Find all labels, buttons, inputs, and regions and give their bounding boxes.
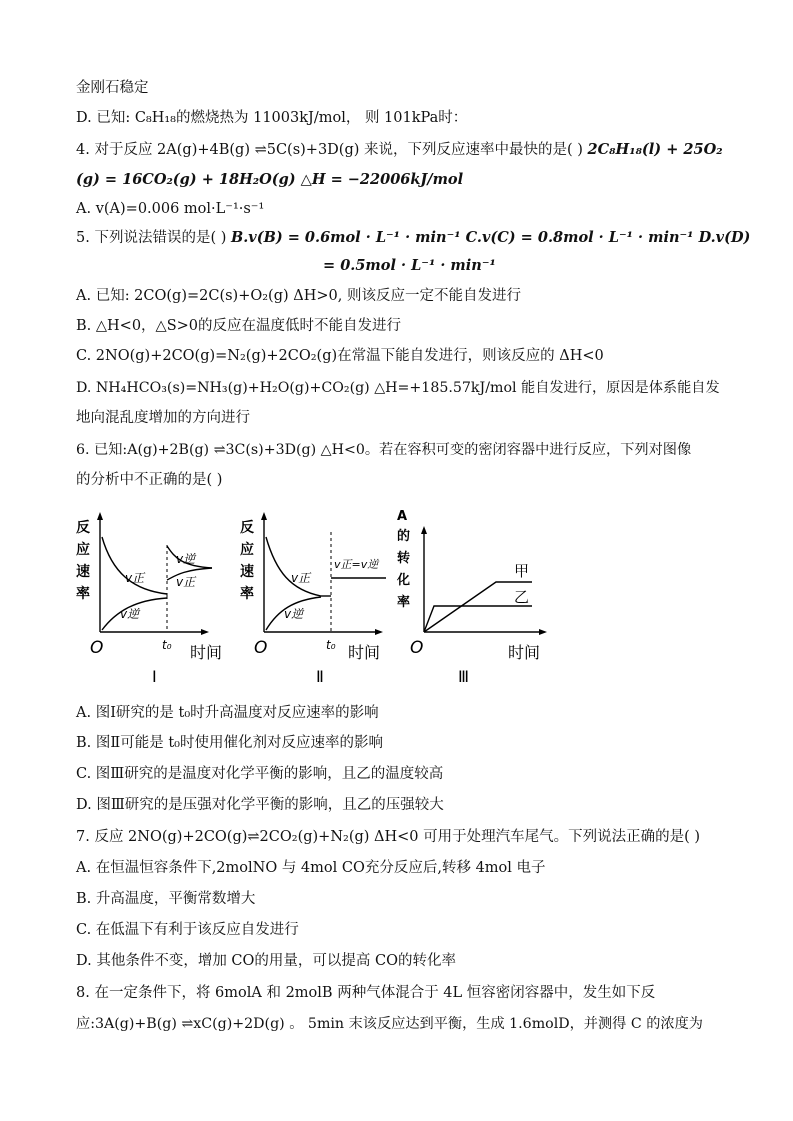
option-c: C. 图Ⅲ研究的是温度对化学平衡的影响，且乙的温度较高 <box>76 766 444 782</box>
y-label-char: A <box>397 509 408 524</box>
question-8-cont: 应:3A(g)+B(g) ⇌xC(g)+2D(g) 。 5min 末该反应达到平衡，生成 1.6molD，并测得 C 的浓度为 <box>76 1016 703 1032</box>
figure-caption: Ⅱ <box>316 667 324 686</box>
v-reverse-label: v逆 <box>120 607 140 621</box>
option-c: C. 2NO(g)+2CO(g)=N₂(g)+2CO₂(g)在常温下能自发进行，则该反应的 ΔH<0 <box>76 348 604 364</box>
x-axis-arrow <box>375 629 383 635</box>
y-label-char: 应 <box>76 542 90 558</box>
y-label-char: 转 <box>397 551 411 566</box>
question-7: 7. 反应 2NO(g)+2CO(g)⇌2CO₂(g)+N₂(g) ΔH<0 可用于处理汽车尾气。下列说法正确的是( ) <box>76 829 701 845</box>
y-label-char: 应 <box>240 542 254 558</box>
y-label-char: 反 <box>76 520 90 536</box>
option-d: D. 其他条件不变，增加 CO的用量，可以提高 CO的转化率 <box>76 953 457 969</box>
question-8: 8. 在一定条件下，将 6molA 和 2molB 两种气体混合于 4L 恒容密闭容器中，发生如下反 <box>76 985 656 1001</box>
v-reverse-label-2: v逆 <box>176 552 196 566</box>
y-label-char: 的 <box>397 529 411 544</box>
option-a: A. 在恒温恒容条件下,2molNO 与 4mol CO充分反应后,转移 4mol 电子 <box>76 860 546 876</box>
figure-caption: Ⅰ <box>152 667 157 686</box>
options-bcd: B.v(B) = 0.6mol · L⁻¹ · min⁻¹ C.v(C) = 0.8mol · L⁻¹ · min⁻¹ D.v(D) <box>230 229 751 246</box>
t0-label: t₀ <box>162 638 172 652</box>
y-label-char: 化 <box>397 573 411 588</box>
v-forward-label: v正 <box>291 571 311 585</box>
question-6-cont: 的分析中不正确的是( ) <box>76 472 223 488</box>
t0-label: t₀ <box>326 638 336 652</box>
v-reverse-label: v逆 <box>284 607 304 621</box>
rate-graphs-figure <box>72 502 572 692</box>
origin-label: O <box>410 638 424 658</box>
equation-part-2: (g) = 16CO₂(g) + 18H₂O(g) △H = −22006kJ/mol <box>76 171 464 188</box>
yi-line <box>424 606 532 632</box>
option-d-value: = 0.5mol · L⁻¹ · min⁻¹ <box>323 257 496 274</box>
x-axis-label: 时间 <box>348 643 381 662</box>
option-b: B. 图Ⅱ可能是 t₀时使用催化剂对反应速率的影响 <box>76 735 383 751</box>
question-5: 5. 下列说法错误的是( ) B.v(B) = 0.6mol · L⁻¹ · min⁻¹ C.v(C) = 0.8mol · L⁻¹ · min⁻¹ D.v(D) <box>76 229 751 246</box>
option-a: A. 图Ⅰ研究的是 t₀时升高温度对反应速率的影响 <box>76 705 379 721</box>
equal-rate-label: v正=v逆 <box>334 558 379 571</box>
v-forward-label: v正 <box>125 571 145 585</box>
x-axis-arrow <box>539 629 547 635</box>
option-d: D. NH₄HCO₃(s)=NH₃(g)+H₂O(g)+CO₂(g) △H=+185.57kJ/mol 能自发进行，原因是体系能自发 <box>76 380 720 396</box>
origin-label: O <box>254 638 268 658</box>
figure-3 <box>396 509 547 686</box>
option-b: B. △H<0，△S>0的反应在温度低时不能自发进行 <box>76 318 402 334</box>
y-axis-arrow <box>421 526 427 534</box>
option-a: A. 已知: 2CO(g)=2C(s)+O₂(g) ΔH>0, 则该反应一定不能自发进行 <box>76 288 521 304</box>
jia-label: 甲 <box>514 562 530 580</box>
question-4: 4. 对于反应 2A(g)+4B(g) ⇌5C(s)+3D(g) 来说，下列反应速率中最快的是( ) 2C₈H₁₈(l) + 25O₂ <box>76 141 723 158</box>
option-b: B. 升高温度，平衡常数增大 <box>76 891 256 907</box>
figure-2 <box>240 512 386 686</box>
x-axis-label: 时间 <box>508 643 541 662</box>
x-axis-arrow <box>201 629 209 635</box>
y-label-char: 速 <box>240 564 254 580</box>
y-label-char: 率 <box>397 595 411 610</box>
y-axis-arrow <box>97 512 103 520</box>
y-label-char: 反 <box>240 520 254 536</box>
figure-1 <box>76 512 222 686</box>
option-d: D. 图Ⅲ研究的是压强对化学平衡的影响，且乙的压强较大 <box>76 797 444 813</box>
x-axis-label: 时间 <box>190 643 223 662</box>
y-label-char: 率 <box>240 586 254 602</box>
y-label-char: 率 <box>76 586 90 602</box>
v-forward-curve <box>266 537 321 596</box>
origin-label: O <box>90 638 104 658</box>
y-axis-arrow <box>261 512 267 520</box>
y-label-char: 速 <box>76 564 90 580</box>
v-forward-label-2: v正 <box>176 575 196 589</box>
text-line: D. 已知: C₈H₁₈的燃烧热为 11003kJ/mol， 则 101kPa时： <box>76 110 468 126</box>
option-a: A. v(A)=0.006 mol·L⁻¹·s⁻¹ <box>76 201 265 217</box>
question-6: 6. 已知:A(g)+2B(g) ⇌3C(s)+3D(g) △H<0。若在容积可变的密闭容器中进行反应，下列对图像 <box>76 442 692 458</box>
yi-label: 乙 <box>514 588 530 606</box>
figure-caption: Ⅲ <box>458 667 470 686</box>
text-line: 金刚石稳定 <box>76 80 149 96</box>
equation-part-1: 2C₈H₁₈(l) + 25O₂ <box>587 141 723 158</box>
v-forward-curve <box>102 537 167 594</box>
option-c: C. 在低温下有利于该反应自发进行 <box>76 922 299 938</box>
option-d-cont: 地向混乱度增加的方向进行 <box>76 410 250 426</box>
